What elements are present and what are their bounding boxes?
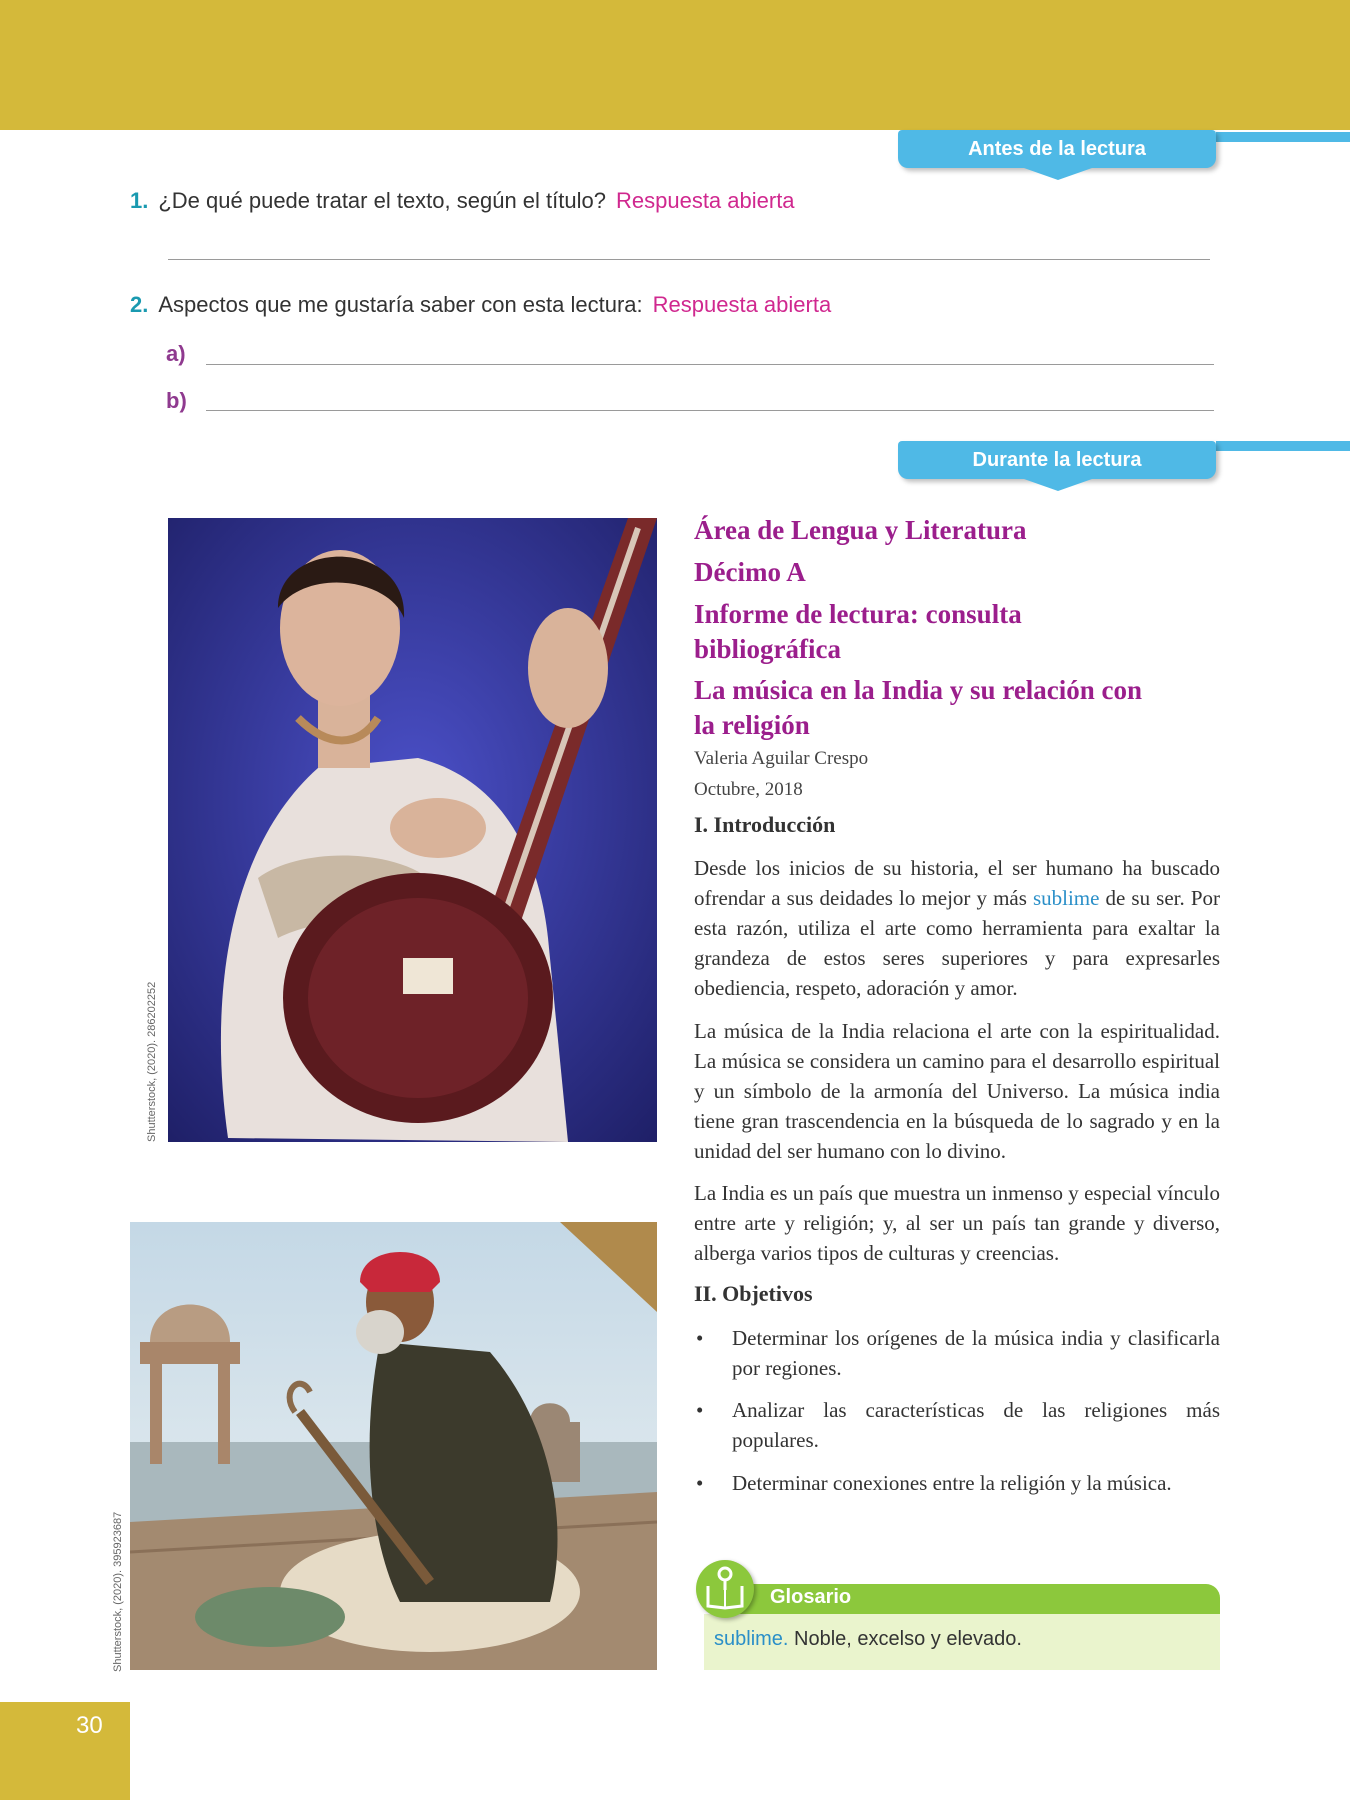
musician-lake-photo (130, 1222, 657, 1670)
report-course: Décimo A (694, 557, 806, 587)
glossary-entry (714, 1628, 1022, 1651)
answer-line-b (206, 410, 1214, 411)
tab-during-reading-label: Durante la lectura (972, 449, 1142, 471)
answer-text: Respuesta abierta (652, 292, 832, 317)
objectives-heading: II. Objetivos (694, 1281, 813, 1306)
report-author: Valeria Aguilar Crespo (694, 748, 869, 769)
tab-before-reading (898, 130, 1216, 168)
question-text: Aspectos que me gustaría saber con esta lectura: (158, 292, 643, 317)
sitar-player-photo (168, 518, 657, 1142)
answer-line-a (206, 364, 1214, 365)
answer-text: Respuesta abierta (615, 188, 795, 213)
question-1 (130, 188, 795, 214)
glossary-term: sublime. (714, 1628, 789, 1650)
glossary-definition: Noble, excelso y elevado. (788, 1628, 1022, 1650)
report-date: Octubre, 2018 (694, 779, 803, 800)
report-title-2: la religión (694, 710, 810, 740)
book-icon (696, 1560, 754, 1618)
report-type-1: Informe de lectura: consulta (694, 599, 1022, 629)
tab-rule (1216, 441, 1350, 451)
question-2 (130, 292, 831, 318)
question-text: ¿De qué puede tratar el texto, según el título? (158, 188, 606, 213)
sub-item-b: b) (166, 388, 187, 413)
tab-rule (1216, 132, 1350, 142)
intro-heading: I. Introducción (694, 812, 836, 837)
glossary-title: Glosario (770, 1586, 852, 1608)
report-title-1: La música en la India y su relación con (694, 675, 1143, 705)
tab-during-reading (898, 441, 1216, 479)
intro-paragraph-1: Desde los inicios de su historia, el ser humano ha buscado ofrendar a sus deidades lo mejor y más sublime de su ser. Por esta razón, utiliza el arte como herramienta para exaltar la grandeza de estos seres superiores y para expresarles obediencia, respeto, adoración y amor. (694, 856, 1220, 1000)
intro-paragraph-2: La música de la India relaciona el arte con la espiritualidad. La música se considera un camino para el desarrollo espiritual y un símbolo de la armonía del Universo. La música india tiene gran trascendencia en la búsqueda de lo sagrado y en la unidad del ser humano con lo divino. (694, 1019, 1220, 1163)
photo-credit-1: Shutterstock, (2020). 286202252 (146, 981, 158, 1142)
tab-before-reading-label: Antes de la lectura (968, 138, 1146, 160)
objective-item: • Analizar las características de las religiones más populares. (696, 1398, 1220, 1452)
page-number: 30 (76, 1712, 103, 1739)
report-type-2: bibliográfica (694, 634, 841, 664)
question-number: 2. (130, 292, 149, 317)
answer-line (168, 259, 1210, 260)
page-number-strip (0, 1702, 130, 1800)
objective-item: • Determinar conexiones entre la religión y la música. (696, 1471, 1172, 1495)
sub-item-a: a) (166, 341, 186, 366)
question-number: 1. (130, 188, 149, 213)
photo-credit-2: Shutterstock, (2020). 395923687 (112, 1511, 124, 1672)
objective-item: • Determinar los orígenes de la música india y clasificarla por regiones. (696, 1326, 1220, 1380)
intro-paragraph-3: La India es un país que muestra un inmenso y especial vínculo entre arte y religión; y, al ser un país tan grande y diverso, alberga varios tipos de culturas y creencias. (694, 1181, 1220, 1265)
header-band (0, 0, 1350, 130)
report-area: Área de Lengua y Literatura (694, 515, 1027, 545)
glossary-term-link[interactable]: sublime (1032, 886, 1100, 910)
